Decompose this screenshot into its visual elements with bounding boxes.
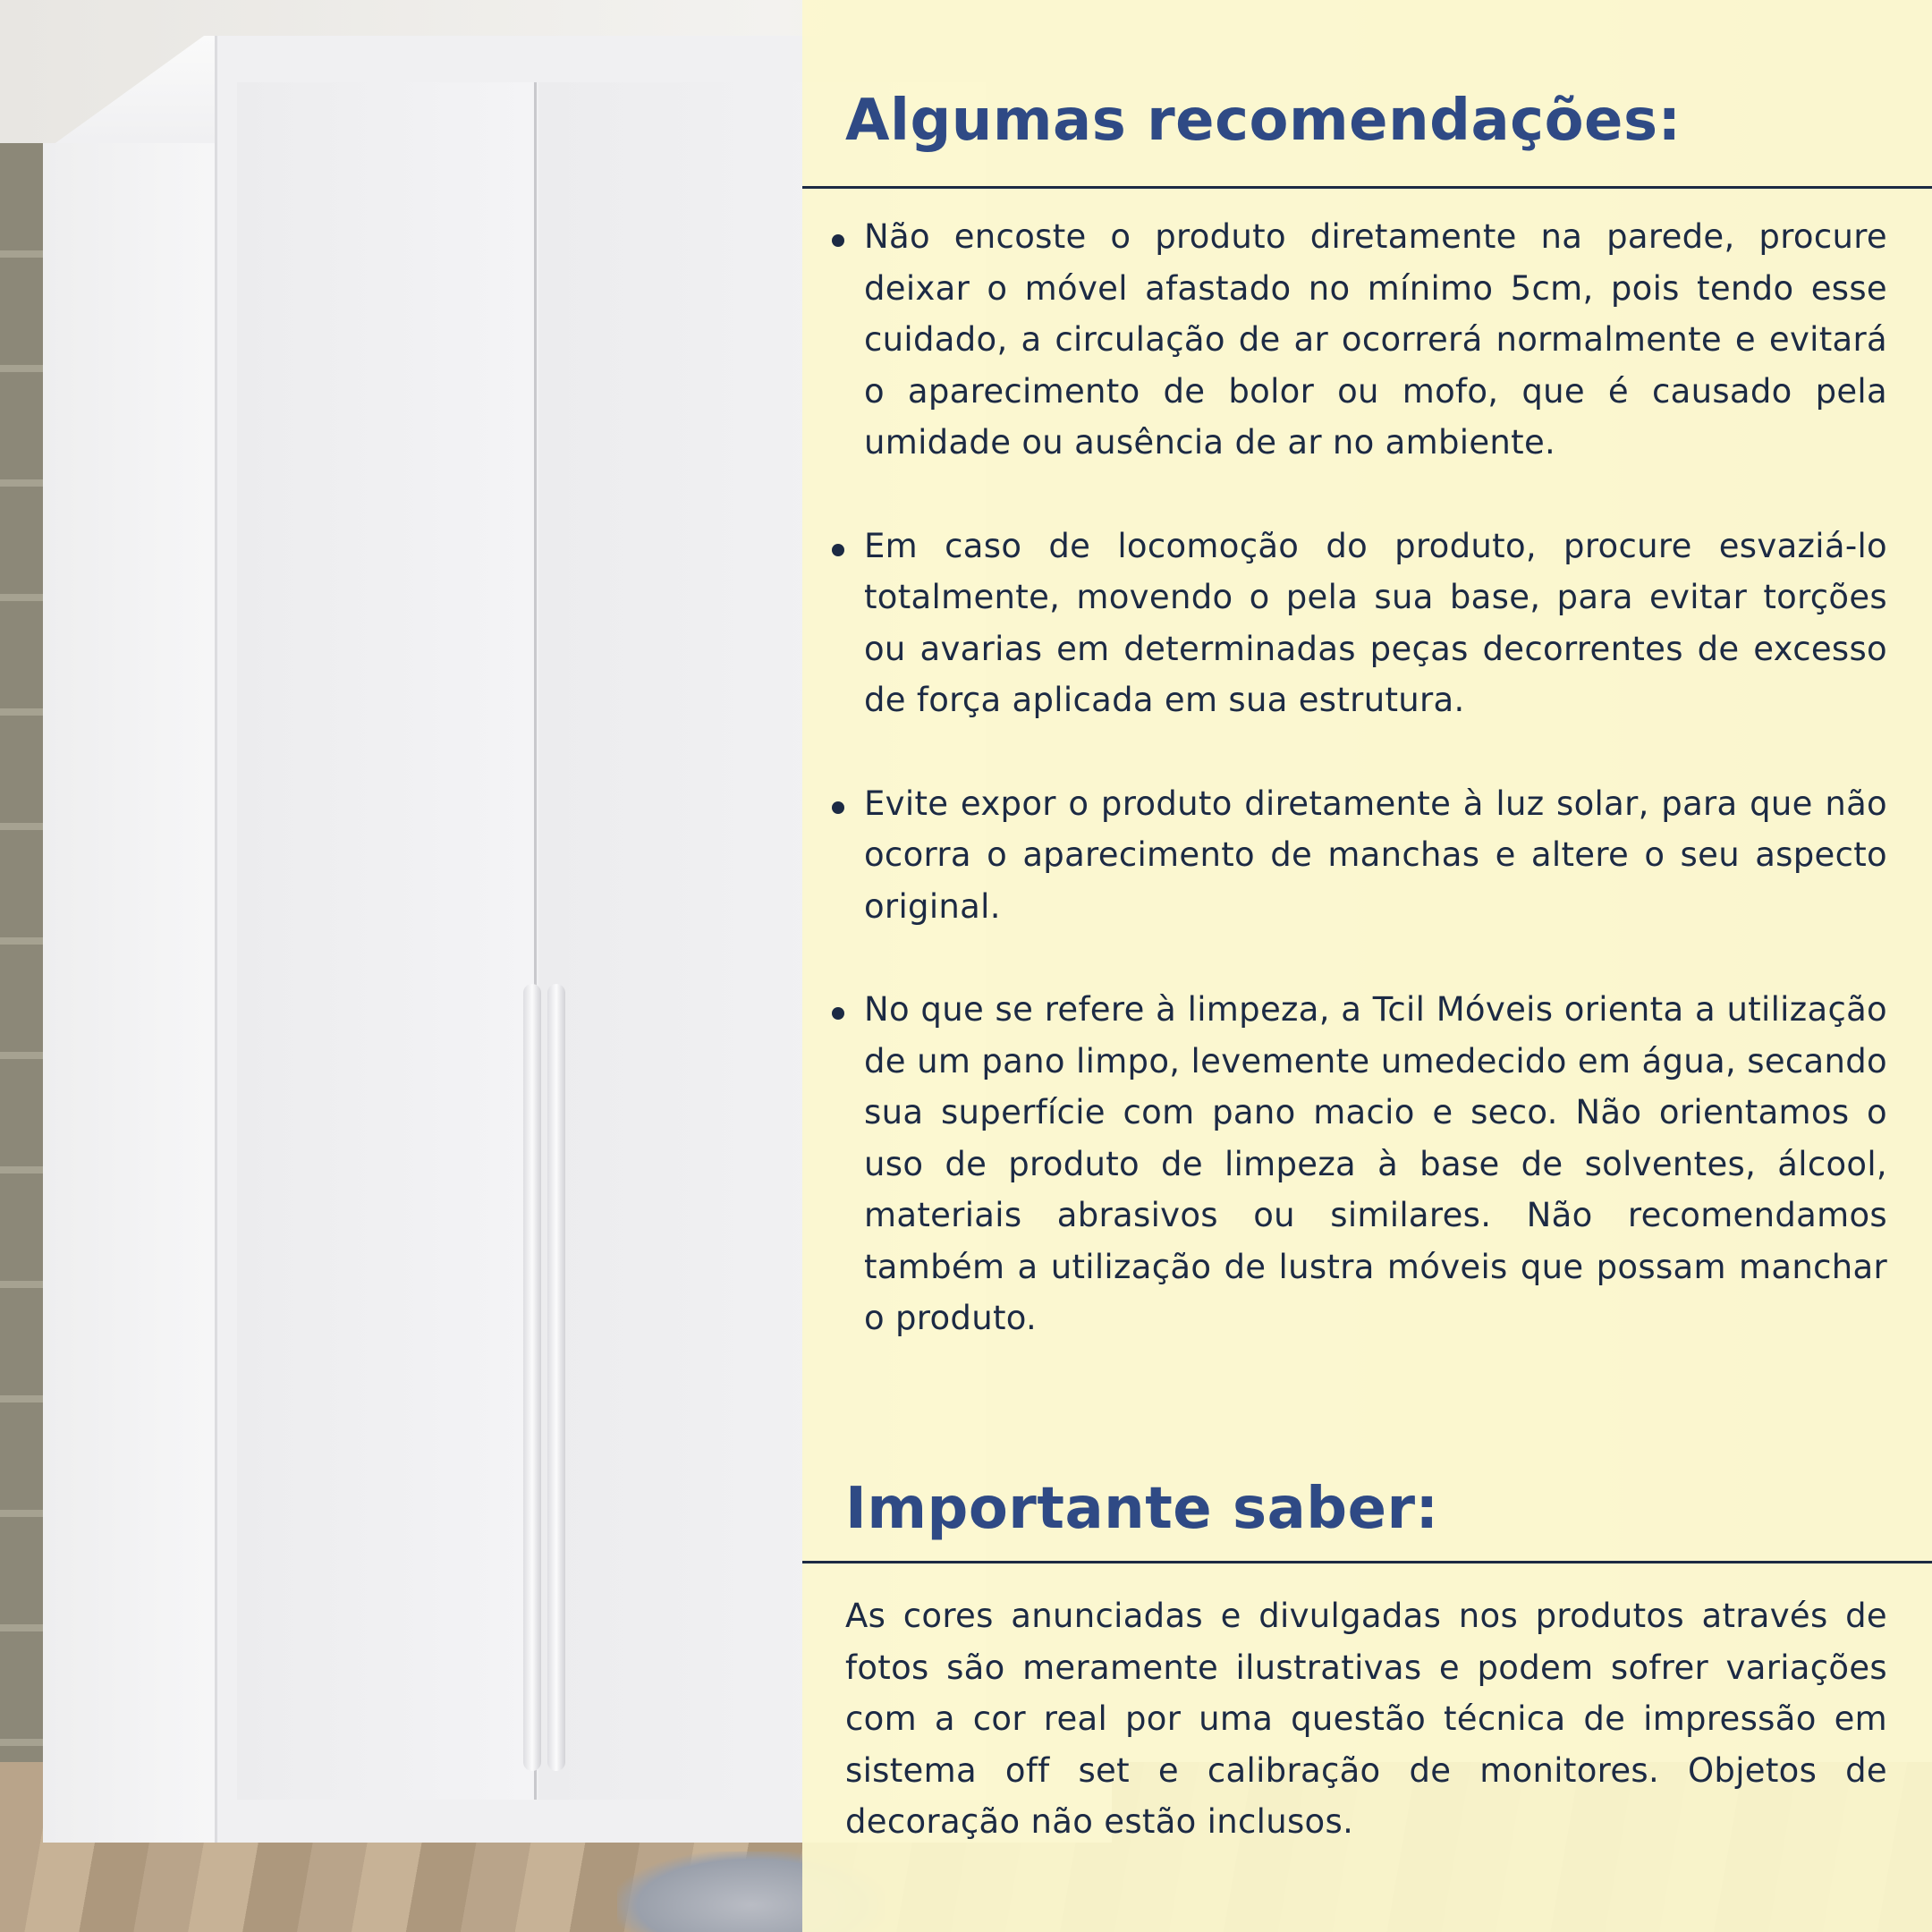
heading-divider <box>802 1561 1932 1563</box>
recommendation-text: Não encoste o produto diretamente na parede, procure deixar o móvel afastado no mínimo 5cm, pois tendo esse cuidado, a circulação de ar ocorrerá normalmente e evitará o aparecimento de bolor ou mofo, que é causado pela umidade ou ausência de ar no ambiente. <box>864 217 1887 462</box>
recommendation-text: Em caso de locomoção do produto, procure esvaziá-lo totalmente, movendo o pela sua base, para evitar torções ou avarias em determinadas peças decorrentes de excesso de força aplicada em sua estrutura. <box>864 526 1887 719</box>
recommendations-heading: Algumas recomendações: <box>845 88 1682 154</box>
recommendation-text: Evite expor o produto diretamente à luz solar, para que não ocorra o aparecimento de manchas e altere o seu aspecto original. <box>864 784 1887 926</box>
list-item <box>832 778 1887 933</box>
bullet-icon <box>832 234 844 247</box>
wardrobe-door-left <box>237 82 537 1800</box>
list-item <box>832 521 1887 726</box>
bullet-icon <box>832 1007 844 1020</box>
bullet-icon <box>832 801 844 814</box>
important-text: As cores anunciadas e divulgadas nos produtos através de fotos são meramente ilustrativas e podem sofrer variações com a cor real por uma questão técnica de impressão em sistema off set e calibração de monitores. Objetos de decoração não estão inclusos. <box>845 1597 1887 1841</box>
list-item <box>832 984 1887 1344</box>
list-item <box>832 211 1887 469</box>
heading-divider <box>802 186 1932 189</box>
recommendation-text: No que se refere à limpeza, a Tcil Móveis orienta a utilização de um pano limpo, levemente umedecido em água, secando sua superfície com pano macio e seco. Não orientamos o uso de produto de limpeza à base de solventes, álcool, materiais abrasivos ou similares. Não recomendamos também a utilização de lustra móveis que possam manchar o produto. <box>864 990 1887 1337</box>
important-heading: Importante saber: <box>845 1476 1439 1542</box>
door-handle-right <box>547 984 565 1771</box>
door-handle-left <box>523 984 541 1771</box>
recommendations-list <box>832 211 1887 1396</box>
bullet-icon <box>832 544 844 556</box>
wardrobe-side <box>43 143 233 1843</box>
